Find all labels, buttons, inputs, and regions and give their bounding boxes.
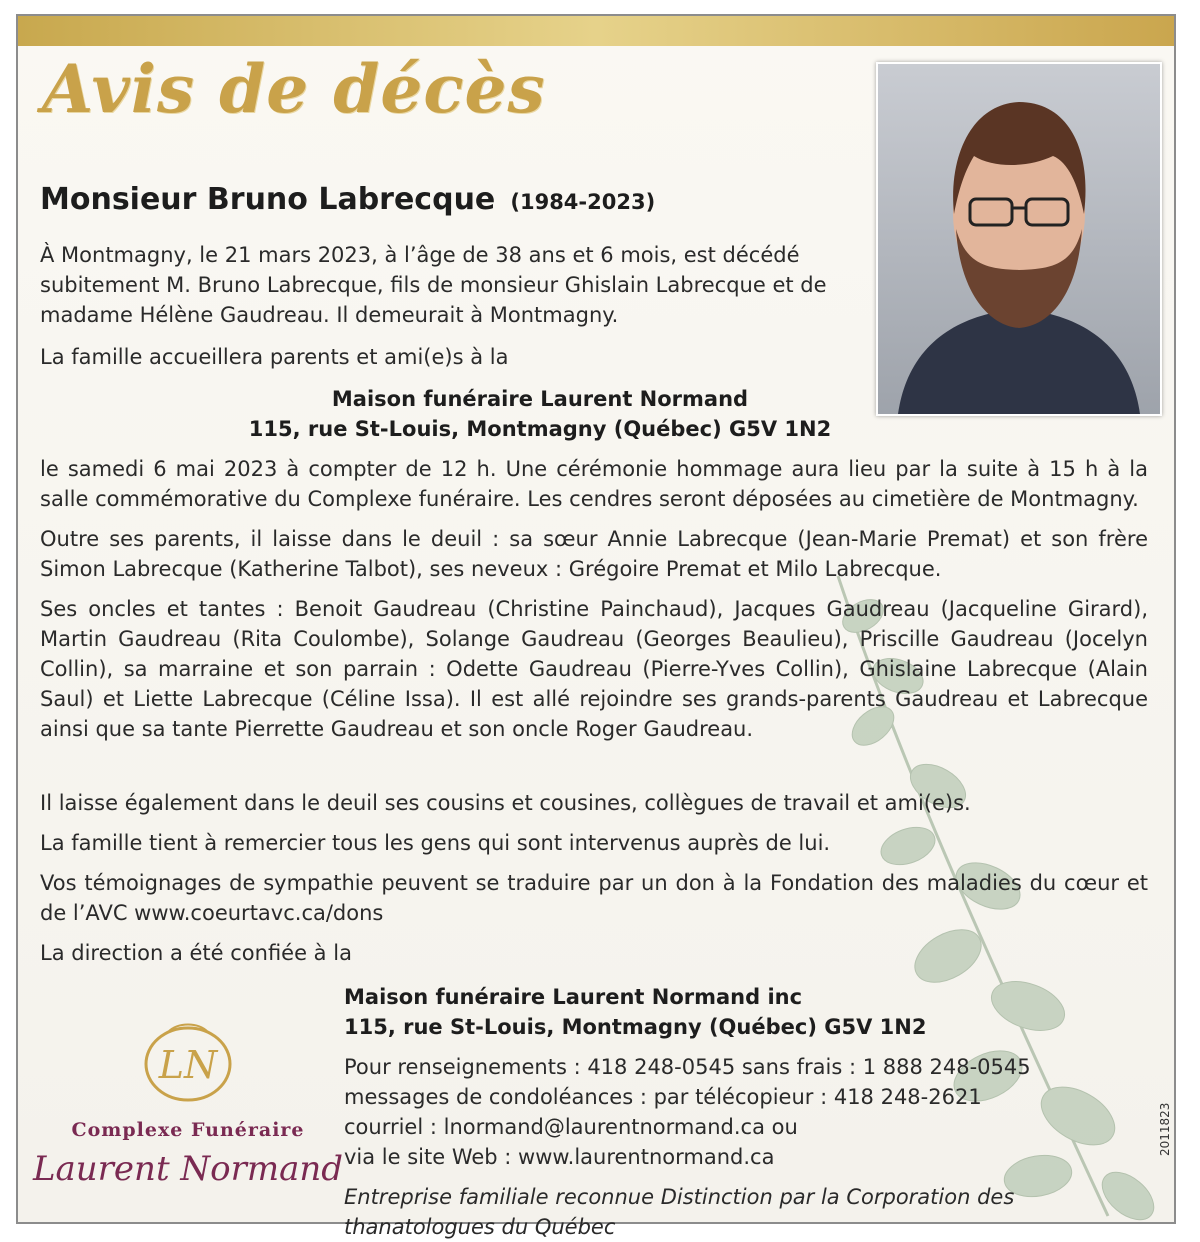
notice-title: Avis de décès [42, 50, 546, 128]
paragraph-visitation: La famille accueillera parents et ami(e)s à la [40, 345, 509, 369]
logo-line2: Laurent Normand [32, 1149, 344, 1189]
funeral-home-name: Maison funéraire Laurent Normand inc [344, 985, 803, 1009]
venue-address: 115, rue St-Louis, Montmagny (Québec) G5V 1N2 [248, 417, 832, 441]
paragraph-death: À Montmagny, le 21 mars 2023, à l’âge de 38 ans et 6 mois, est décédé subitement M. Bruno Labrecque, fils de monsieur Ghislain Labrecque et de madame Hélène Gaudreau. Il demeurait à Montmagny. [40, 243, 827, 327]
deceased-heading [40, 182, 655, 217]
funeral-home-phone: Pour renseignements : 418 248-0545 sans frais : 1 888 248-0545 [344, 1055, 1031, 1079]
paragraph-survivors: Outre ses parents, il laisse dans le deuil : sa sœur Annie Labrecque (Jean-Marie Premat) et son frère Simon Labrecque (Katherine Talbot), ses neveux : Grégoire Premat et Milo Labrecque. [40, 527, 1148, 581]
ad-code: 2011823 [1158, 1102, 1172, 1156]
funeral-home-address: 115, rue St-Louis, Montmagny (Québec) G5V 1N2 [344, 1015, 927, 1039]
funeral-home-logo [32, 1018, 344, 1208]
portrait-photo [876, 62, 1162, 416]
logo-monogram: LN [158, 1043, 218, 1087]
funeral-home-fax: messages de condoléances : par télécopieur : 418 248-2621 [344, 1085, 982, 1109]
deceased-name: Monsieur Bruno Labrecque [40, 182, 496, 217]
paragraph-cousins: Il laisse également dans le deuil ses cousins et cousines, collègues de travail et ami(e)s. [40, 791, 971, 815]
logo-line1: Complexe Funéraire [71, 1119, 305, 1141]
funeral-home-web: via le site Web : www.laurentnormand.ca [344, 1145, 775, 1169]
logo-emblem [32, 1018, 344, 1208]
paragraph-ceremony: le samedi 6 mai 2023 à compter de 12 h. Une cérémonie hommage aura lieu par la suite à 15 h à la salle commémorative du Complexe funéraire. Les cendres seront déposées au cimetière de Montmagny. [40, 457, 1148, 511]
paragraph-thanks: La famille tient à remercier tous les gens qui sont intervenus auprès de lui. [40, 831, 831, 855]
deceased-years: (1984-2023) [510, 190, 656, 214]
paragraph-relatives: Ses oncles et tantes : Benoit Gaudreau (Christine Painchaud), Jacques Gaudreau (Jacqueline Girard), Martin Gaudreau (Rita Coulombe), Solange Gaudreau (Georges Beaulieu), Priscille Gaudreau (Jocelyn Collin), sa marraine et son parrain : Odette Gaudreau (Pierre-Yves Collin), Ghislaine Labrecque (Alain Saul) et Liette Labrecque (Céline Issa). Il est allé rejoindre ses grands-parents Gaudreau et Labrecque ainsi que sa tante Pierrette Gaudreau et son oncle Roger Gaudreau. [40, 597, 1148, 741]
obituary-notice [16, 14, 1176, 1239]
funeral-home-tagline: Entreprise familiale reconnue Distinction par la Corporation des thanatologues du Québec [344, 1185, 1015, 1239]
portrait-illustration [878, 64, 1160, 414]
gold-header-bar [18, 16, 1174, 46]
paragraph-donation: Vos témoignages de sympathie peuvent se traduire par un don à la Fondation des maladies du cœur et de l’AVC www.coeurtavc.ca/dons [40, 871, 1148, 925]
funeral-home-info [344, 982, 1144, 1242]
venue-name: Maison funéraire Laurent Normand [331, 387, 749, 411]
paragraph-direction: La direction a été confiée à la [40, 941, 352, 965]
funeral-home-email: courriel : lnormand@laurentnormand.ca ou [344, 1115, 798, 1139]
